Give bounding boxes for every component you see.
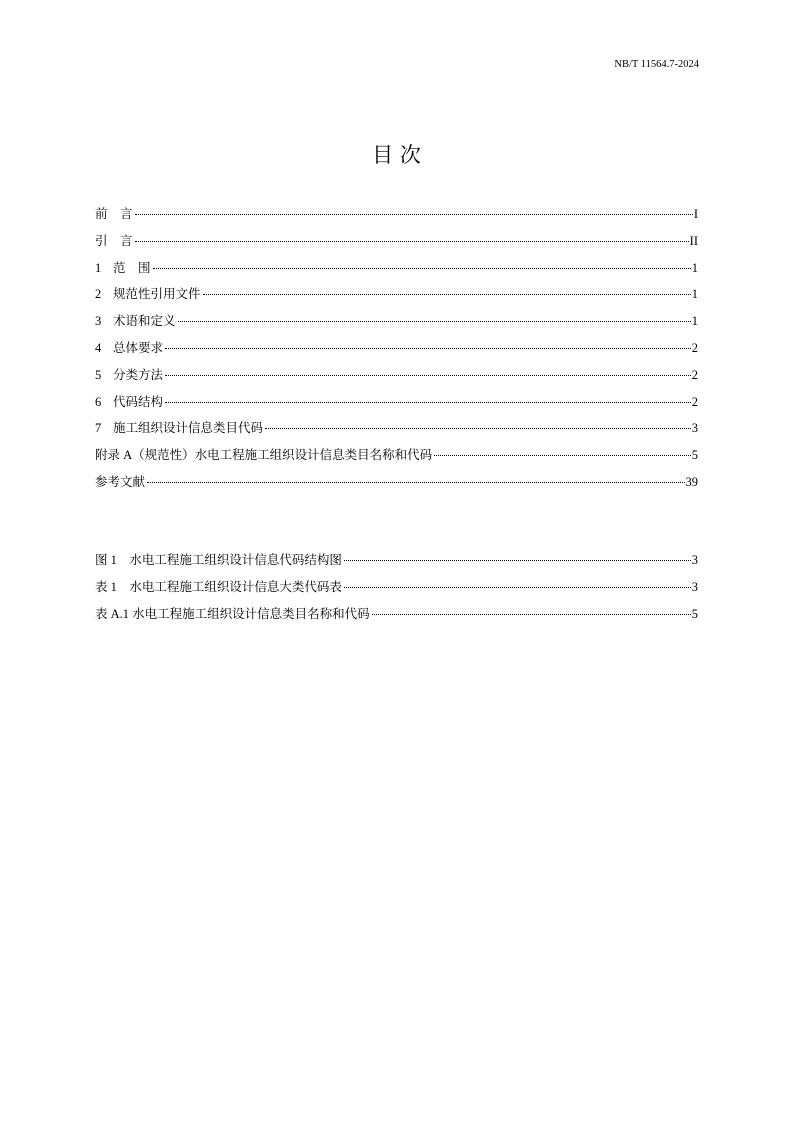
toc-entry-table-1[interactable] [95,578,698,605]
document-code: NB/T 11564.7-2024 [614,59,699,70]
toc-entry-label: 图 1 水电工程施工组织设计信息代码结构图 [95,553,342,567]
toc-entry-text: 代码结构 [113,394,164,409]
toc-entry-label [95,312,177,330]
toc-entry-label [95,339,164,357]
toc-entry-text: 分类方法 [113,367,164,382]
toc-entry-text: 总体要求 [113,340,164,355]
toc-entry-number: 1 [95,260,102,275]
toc-entry-normative-references[interactable] [95,285,698,312]
toc-entry-table-a1[interactable] [95,605,698,632]
toc-entry-number: 2 [95,287,102,302]
toc-entry-number: 4 [95,340,102,355]
toc-entry-page: 39 [685,474,698,489]
toc-entry-page: 3 [691,553,698,567]
dot-leader [135,240,689,242]
toc-entry-label: 表 A.1 水电工程施工组织设计信息类目名称和代码 [95,606,370,621]
toc-entry-page: 2 [691,340,698,355]
toc-entry-text: 规范性引用文件 [113,287,201,302]
toc-entry-number: 5 [95,367,102,382]
dot-leader [372,613,691,615]
toc-entry-label [95,366,164,384]
dot-leader [135,213,693,215]
toc-entry-label: 附录 A（规范性）水电工程施工组织设计信息类目名称和代码 [95,448,433,463]
toc-entry-general-requirements[interactable] [95,339,698,366]
toc-entry-page: 2 [691,394,698,409]
toc-entry-label: 引 言 [95,233,133,248]
dot-leader [265,427,691,429]
toc-entry-page: 5 [691,606,698,621]
toc-entry-number: 7 [95,421,102,436]
dot-leader [178,320,691,322]
toc-entry-label [95,259,152,277]
dot-leader [153,267,691,269]
toc-entry-label [95,393,164,411]
toc-entry-label [95,419,264,437]
dot-leader [203,293,691,295]
toc-entry-figure-1[interactable] [95,551,698,578]
toc-entry-scope[interactable] [95,259,698,286]
toc-entry-page: 3 [691,421,698,436]
toc-entry-page: II [689,233,698,248]
toc-entry-page: 1 [691,287,698,302]
dot-leader [344,559,691,561]
toc-entry-page: I [693,207,698,221]
dot-leader [147,481,684,483]
toc-entry-label: 前 言 [95,207,133,221]
toc-entry-appendix-a[interactable] [95,446,698,473]
toc-entry-page: 5 [691,448,698,463]
toc-entry-text: 范 围 [113,260,151,275]
toc-entry-text: 施工组织设计信息类目代码 [113,421,264,436]
dot-leader [165,401,691,403]
toc-entry-page: 2 [691,367,698,382]
toc-entry-text: 术语和定义 [113,314,176,329]
toc-entry-page: 3 [691,579,698,594]
toc-entry-label: 参考文献 [95,474,146,489]
page-title: 目 次 [372,143,421,167]
toc-entry-page: 1 [691,314,698,329]
dot-leader [344,586,691,588]
toc-entry-page: 1 [691,260,698,275]
toc-entry-number: 3 [95,314,102,329]
toc-entry-classification-method[interactable] [95,366,698,393]
toc-entry-category-codes[interactable] [95,419,698,446]
toc-entry-terms-definitions[interactable] [95,312,698,339]
list-of-figures-tables [95,551,698,631]
dot-leader [434,454,691,456]
toc-entry-number: 6 [95,394,102,409]
toc-entry-label: 表 1 水电工程施工组织设计信息大类代码表 [95,579,342,594]
dot-leader [165,374,691,376]
toc-entry-label [95,285,202,303]
toc-entry-bibliography[interactable] [95,473,698,500]
toc-entry-code-structure[interactable] [95,393,698,420]
table-of-contents [95,205,698,500]
dot-leader [165,347,691,349]
toc-entry-introduction[interactable] [95,232,698,259]
toc-entry-foreword[interactable] [95,205,698,232]
